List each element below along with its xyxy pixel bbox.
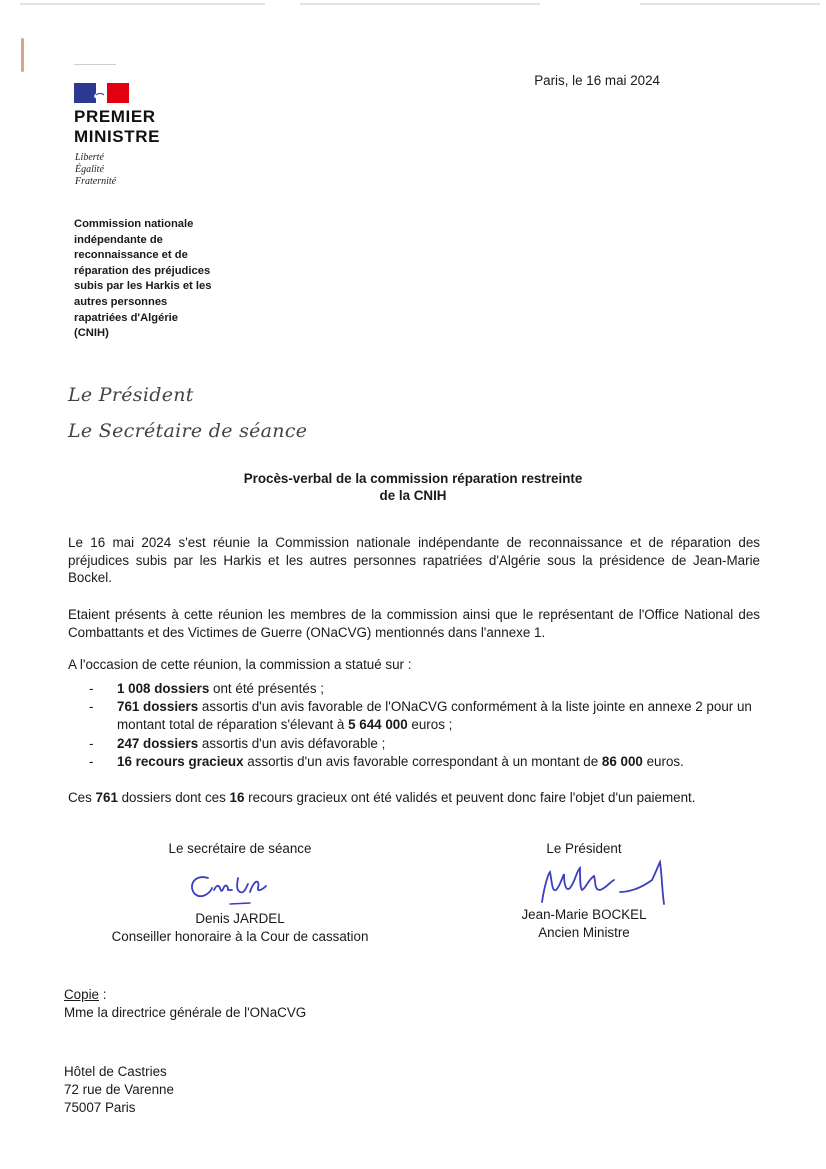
scan-edge-line <box>20 3 265 5</box>
commission-line: (CNIH) <box>74 327 109 340</box>
signatory-name: Denis JARDEL <box>195 911 285 926</box>
item-amount: 86 000 <box>601 754 643 769</box>
title-line-1: Procès-verbal de la commission réparation restreinte <box>243 471 583 486</box>
scan-dash <box>74 64 116 65</box>
copy-recipients <box>64 986 306 1022</box>
commission-line: subis par les Harkis et les <box>74 280 212 293</box>
commission-name <box>74 217 224 342</box>
bullet-dash: - <box>89 681 94 696</box>
paragraph-attendees: Etaient présents à cette réunion les membres de la commission ainsi que le représentant de l'Office National des Combattants et des Victimes de Guerre (ONaCVG) mentionnés dans l'annexe 1. <box>68 607 760 640</box>
commission-line: Commission nationale <box>74 218 194 230</box>
item-count: 247 dossiers <box>117 736 199 751</box>
motto-egalite: Égalité <box>75 164 104 175</box>
conclusion-text: recours gracieux ont été validés et peuvent donc faire l'objet d'un paiement. <box>244 790 696 805</box>
document-date: Paris, le 16 mai 2024 <box>534 73 660 88</box>
signatory-title: Conseiller honoraire à la Cour de cassation <box>111 929 369 944</box>
address-line: 72 rue de Varenne <box>64 1082 174 1097</box>
conclusion-text: dossiers dont ces <box>117 790 230 805</box>
paragraph-meeting: Le 16 mai 2024 s'est réunie la Commission nationale indépendante de reconnaissance et de réparation des préjudices subis par les Harkis et les autres personnes rapatriées d'Algérie sous la présidence de Jean-Marie Bockel. <box>68 535 760 586</box>
institution-line-1: PREMIER <box>74 107 156 126</box>
signature-secretaire <box>90 840 390 946</box>
copy-colon: : <box>99 987 107 1002</box>
conclusion <box>68 790 695 805</box>
motto-fraternite: Fraternité <box>75 176 117 187</box>
address-line: 75007 Paris <box>64 1100 136 1115</box>
scan-edge-line <box>300 3 540 5</box>
handwritten-signature <box>524 858 694 908</box>
commission-line: rapatriées d'Algérie <box>74 311 179 324</box>
institution-line-2: MINISTRE <box>74 127 161 146</box>
conclusion-count: 761 <box>95 790 118 805</box>
bullet-dash: - <box>89 699 94 714</box>
conclusion-recours: 16 <box>229 790 245 805</box>
republique-francaise-logo <box>74 83 129 103</box>
bullet-dash: - <box>89 754 94 769</box>
commission-line: autres personnes <box>74 295 168 308</box>
item-text-end: euros ; <box>407 716 453 732</box>
item-amount: 5 644 000 <box>348 716 408 732</box>
postal-address <box>64 1063 174 1117</box>
signature-president <box>484 840 684 942</box>
scan-edge-line <box>640 3 820 5</box>
commission-line: réparation des préjudices <box>74 264 211 277</box>
document-title <box>230 470 596 504</box>
item-text: assortis d'un avis favorable correspondant à un montant de <box>243 754 602 769</box>
address-line: Hôtel de Castries <box>64 1064 167 1079</box>
item-text: ont été présentés ; <box>209 681 324 696</box>
recipient-secretaire: Le Secrétaire de séance <box>68 420 308 442</box>
decisions-intro: A l'occasion de cette réunion, la commission a statué sur : <box>68 657 412 672</box>
motto-liberte: Liberté <box>75 152 104 163</box>
scan-mark <box>21 38 24 72</box>
handwritten-signature <box>180 866 300 906</box>
conclusion-text: Ces <box>68 790 96 805</box>
institution-name <box>74 107 160 147</box>
signatory-role: Le secrétaire de séance <box>168 841 312 856</box>
item-text: assortis d'un avis favorable de l'ONaCVG conformément à la liste jointe en annexe 2 pour un montant total de réparation s'élevant à <box>117 699 752 732</box>
copy-recipient: Mme la directrice générale de l'ONaCVG <box>64 1005 307 1020</box>
commission-line: reconnaissance et de <box>74 249 188 262</box>
signatory-title: Ancien Ministre <box>538 925 630 940</box>
title-line-2: de la CNIH <box>379 488 447 503</box>
item-text: assortis d'un avis défavorable ; <box>198 736 386 751</box>
signatory-name: Jean-Marie BOCKEL <box>521 907 647 922</box>
item-count: 761 dossiers <box>117 699 199 714</box>
marianne-icon <box>92 87 110 101</box>
item-count: 1 008 dossiers <box>117 681 210 696</box>
copy-label: Copie <box>64 987 99 1002</box>
item-text-end: euros. <box>642 754 684 769</box>
motto <box>75 152 116 188</box>
signatory-role: Le Président <box>546 841 622 856</box>
item-count: 16 recours gracieux <box>117 754 244 769</box>
bullet-dash: - <box>89 736 94 751</box>
commission-line: indépendante de <box>74 233 163 246</box>
recipient-president: Le Président <box>68 384 194 406</box>
